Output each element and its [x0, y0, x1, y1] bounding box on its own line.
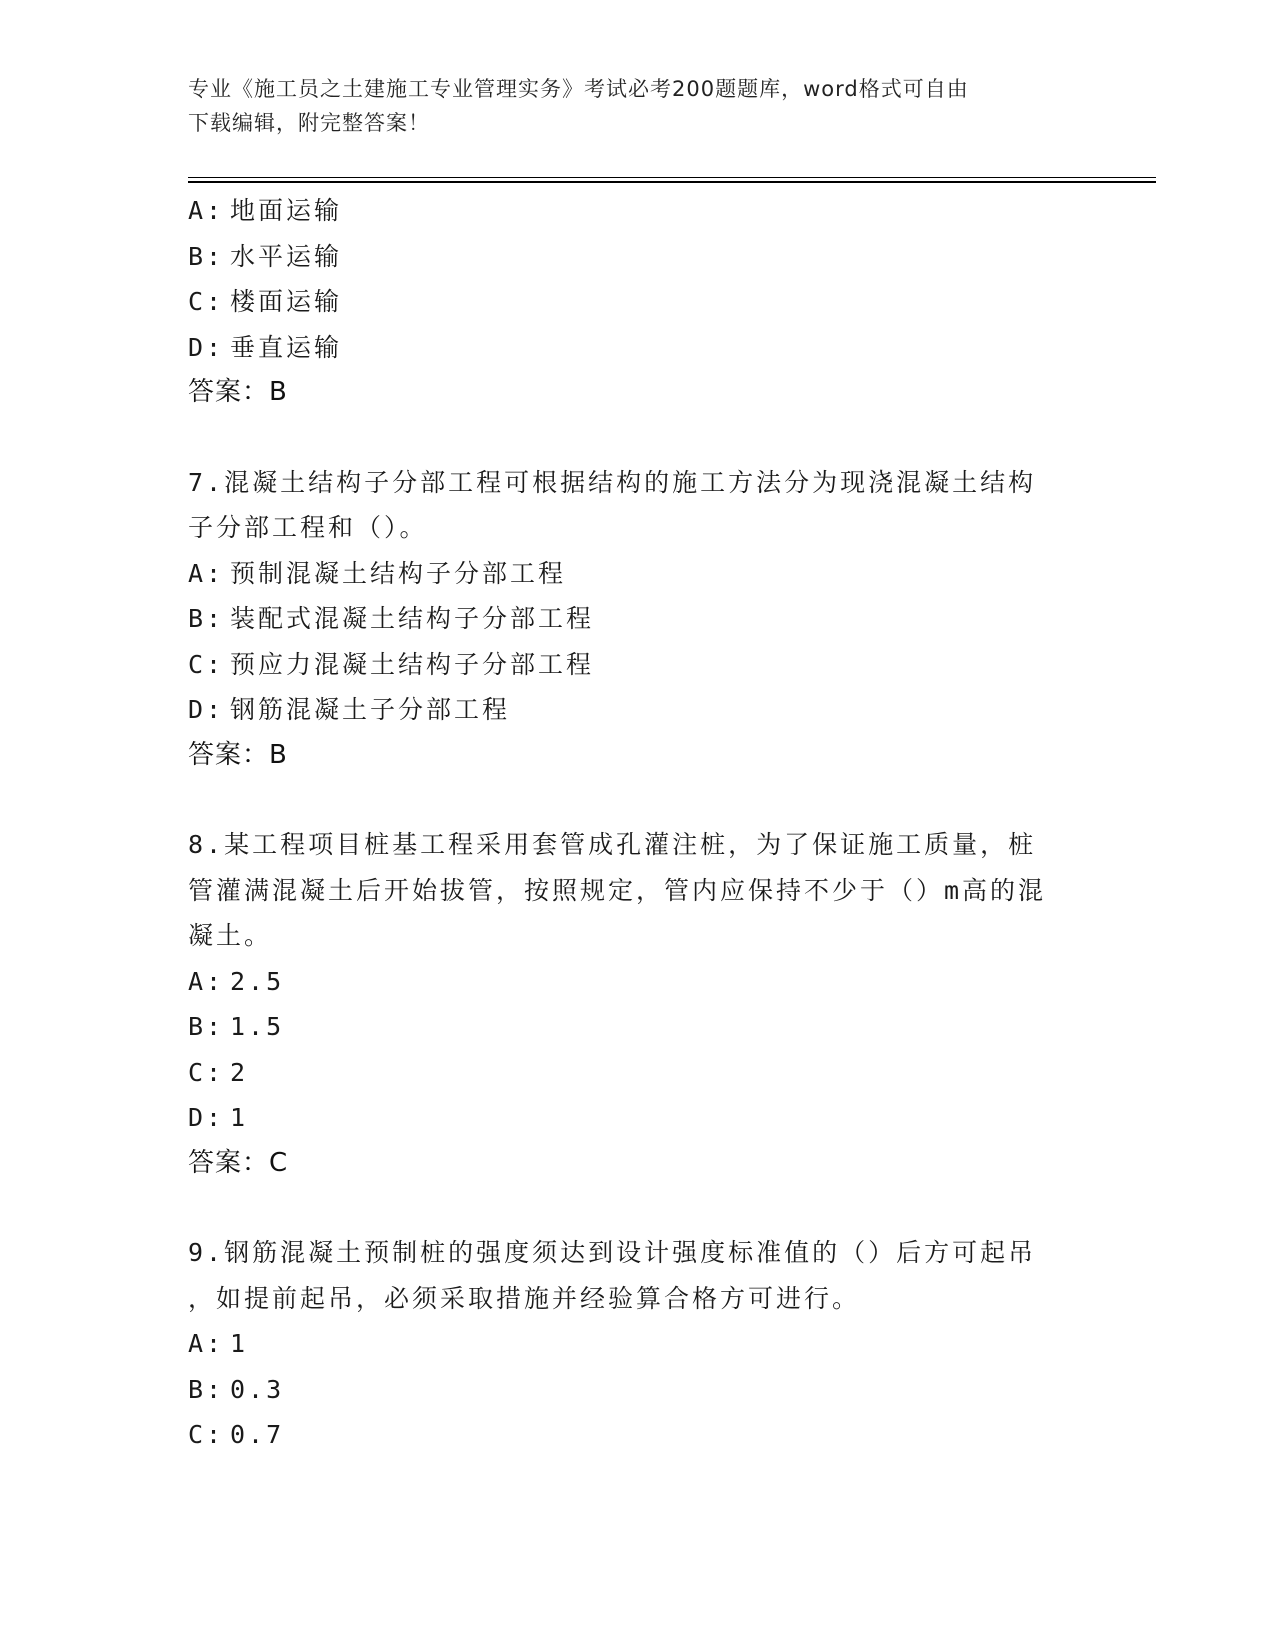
- option-b: B: 装配式混凝土结构子分部工程: [188, 604, 595, 633]
- question-stem: 9.钢筋混凝土预制桩的强度须达到设计强度标准值的（）后方可起吊: [188, 1238, 1037, 1267]
- question-prev-options: [188, 188, 1088, 416]
- question-stem: 管灌满混凝土后开始拔管，按照规定，管内应保持不少于（）m高的混: [188, 875, 1047, 905]
- question-stem: 8.某工程项目桩基工程采用套管成孔灌注桩，为了保证施工质量，桩: [188, 830, 1037, 859]
- option-c: C: 楼面运输: [188, 287, 343, 316]
- page-header: [188, 72, 1088, 140]
- document-body: [188, 188, 1088, 1458]
- question-7: [188, 460, 1088, 779]
- answer-label: 答案：B: [188, 377, 288, 407]
- header-divider-thin: [188, 177, 1156, 178]
- question-stem: 凝土。: [188, 921, 273, 950]
- option-a: A: 2.5: [188, 966, 285, 996]
- header-divider-thick: [188, 181, 1156, 183]
- option-a: A: 预制混凝土结构子分部工程: [188, 558, 567, 588]
- option-a: A: 地面运输: [188, 196, 343, 225]
- option-d: D: 垂直运输: [188, 332, 343, 362]
- option-c: C: 预应力混凝土结构子分部工程: [188, 649, 595, 679]
- option-d: D: 钢筋混凝土子分部工程: [188, 695, 511, 724]
- header-title-line1: 专业《施工员之土建施工专业管理实务》考试必考200题题库，word格式可自由: [188, 77, 969, 101]
- option-c: C: 2: [188, 1057, 249, 1087]
- option-c: C: 0.7: [188, 1420, 285, 1449]
- option-b: B: 1.5: [188, 1012, 285, 1041]
- option-b: B: 水平运输: [188, 241, 343, 271]
- question-9: [188, 1230, 1088, 1458]
- question-stem: 7.混凝土结构子分部工程可根据结构的施工方法分为现浇混凝土结构: [188, 467, 1037, 497]
- answer-label: 答案：B: [188, 739, 288, 770]
- answer-label: 答案：C: [188, 1147, 289, 1178]
- header-title-line2: 下载编辑，附完整答案！: [188, 111, 430, 135]
- question-8: [188, 822, 1088, 1186]
- option-a: A: 1: [188, 1329, 249, 1358]
- question-stem: ，如提前起吊，必须采取措施并经验算合格方可进行。: [188, 1283, 861, 1313]
- question-stem: 子分部工程和（）。: [188, 513, 428, 542]
- option-b: B: 0.3: [188, 1374, 285, 1404]
- option-d: D: 1: [188, 1103, 249, 1132]
